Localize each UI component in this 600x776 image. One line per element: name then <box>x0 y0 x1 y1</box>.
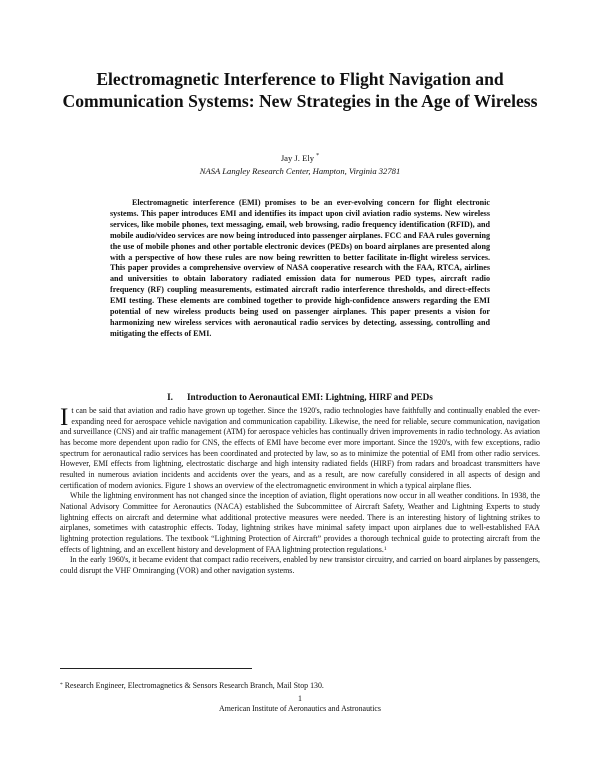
page-number: 1 <box>298 694 302 703</box>
paragraph-text: While the lightning environment has not changed since the inception of aviation, flight operations now occur in all weather conditions. In 1938, the National Advisory Committee for Aeronautics (NACA) established the Subcommittee of Aircraft Safety, Weather and Lightning Experts to study lightning effects on aircraft and determine what additional protective measures were needed. There is an interesting history of lightning strikes to airplanes, sometimes with catastrophic effects. Today, lightning strikes have minimal safety impact upon airplanes due to well-established FAA lightning protection regulations. The textbook “Lightning Protection of Aircraft” provides a thorough technical guide to protecting aircraft from the effects of lightning, and an excellent history and development of FAA lightning protection regulations. <box>60 491 540 554</box>
body-text <box>60 406 540 577</box>
abstract: Electromagnetic interference (EMI) promises to be an ever-evolving concern for flight electronic systems. This paper introduces EMI and identifies its impact upon civil aviation radio systems. New wireless services, like mobile phones, text messaging, email, web browsing, radio frequency identification (RFID), and mobile audio/video services are now being introduced into passenger airplanes. FCC and FAA rules governing the use of mobile phones and other portable electronic devices (PEDs) on board airplanes are presented along with a perspective of how these rules are now being rewritten to better facilitate in-flight wireless services. This paper provides a comprehensive overview of NASA cooperative research with the FAA, RTCA, airlines and universities to obtain laboratory radiated emission data for numerous PED types, aircraft radio frequency (RF) coupling measurements, estimated aircraft radio interference thresholds, and direct-effects EMI testing. These elements are combined together to provide high-confidence answers regarding the EMI potential of new wireless products being used on passenger airplanes. This paper presents a vision for harmonizing new wireless services with aeronautical radio services by detecting, assessing, controlling and mitigating the effects of EMI. <box>110 198 490 338</box>
author-footnote-mark: * <box>316 153 320 159</box>
section-number: I. <box>167 392 173 402</box>
footnote <box>60 681 540 691</box>
drop-cap: I <box>60 404 69 431</box>
footnote-divider <box>60 668 252 669</box>
paragraph-text: t can be said that aviation and radio have grown up together. Since the 1920's, radio technologies have faithfully and continually enabled the ever-expanding need for aerospace vehicle navigation and communication capability. Likewise, the need for reliable, secure communication, navigation and surveillance (CNS) and air traffic management (ATM) for aerospace vehicles has continually driven improvements in radio technology. As aviation has become more dependent upon radio for CNS, the effects of EMI have become ever more important. Since the 1920's, with few exceptions, radio spectrum for aeronautical radio services has been coordinated and protected by law, so as to minimize the potential of EMI from other radio services. However, EMI effects from lightning, electrostatic discharge and high intensity radiated fields (HIRF) from radars and broadcast transmitters have resulted in numerous aviation incidents and accidents over the years, and as a result, are now carefully considered in all aspects of design and certification of modern avionics. Figure 1 shows an overview of the electromagnetic environment in which a typical airplane flies. <box>60 406 540 490</box>
paragraph <box>60 555 540 576</box>
author-line <box>0 153 600 164</box>
footnote-mark: * <box>60 682 63 688</box>
publisher-footer: American Institute of Aeronautics and Astronautics <box>219 704 381 713</box>
section-title: Introduction to Aeronautical EMI: Lightning, HIRF and PEDs <box>186 392 433 402</box>
author-affiliation: NASA Langley Research Center, Hampton, Virginia 32781 <box>199 166 401 176</box>
footnote-text: Research Engineer, Electromagnetics & Sensors Research Branch, Mail Stop 130. <box>64 681 324 690</box>
paragraph <box>60 491 540 555</box>
reference-mark: 1 <box>383 545 387 552</box>
paragraph-text: In the early 1960's, it became evident that compact radio receivers, enabled by new transistor circuitry, and carried on board airplanes by passengers, could disrupt the VHF Omniranging (VOR) and other navigation systems. <box>60 555 540 575</box>
author-name: Jay J. Ely <box>280 153 315 163</box>
section-heading <box>0 391 600 403</box>
paragraph <box>60 406 540 491</box>
paper-title: Electromagnetic Interference to Flight Navigation and Communication Systems: New Strategies in the Age of Wireless <box>62 69 538 111</box>
